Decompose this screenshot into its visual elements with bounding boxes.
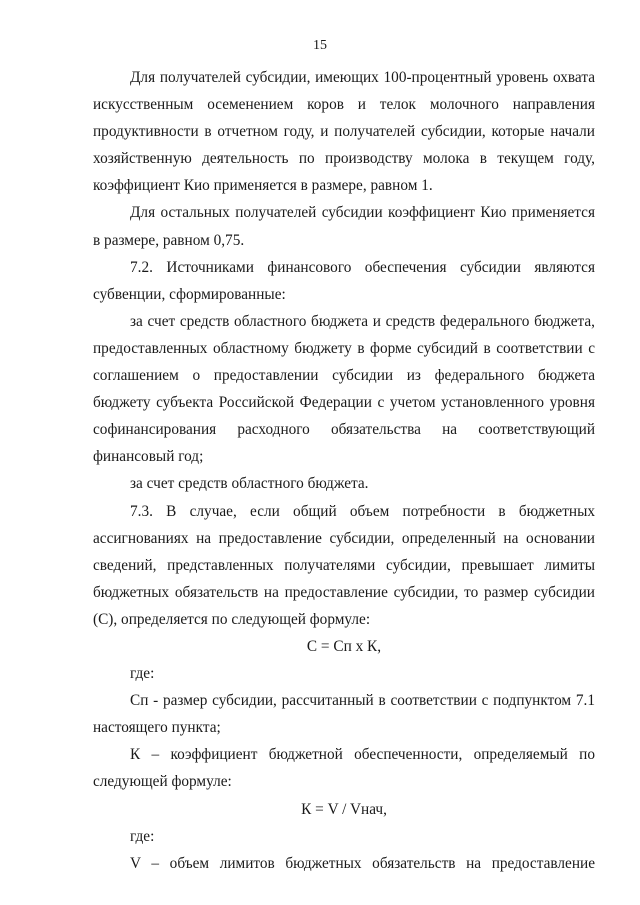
paragraph-definition-v: V – объем лимитов бюджетных обязательств на предоставление [130, 854, 595, 872]
paragraph-funding-federal: за счет средств областного бюджета и средств федерального бюджета, предоставленных областному бюджету в форме субсидий в соответствии с соглашением о предоставлении субсидии из федерального бюджета бюджету субъекта Российской Федерации с учетом установленного уровня софинансирования расходного обязательства на соответствующий финансовый год; [93, 312, 595, 466]
formula-coefficient: К = V / Vнач, [301, 800, 387, 818]
paragraph-coefficient-full: Для получателей субсидии, имеющих 100-процентный уровень охвата искусственным осеменением коров и телок молочного направления продуктивности в отчетном году, и получателей субсидии, которые начали хозяйственную деятельность по производству молока в текущем году, коэффициент Кио применяется в размере, равном 1. [93, 69, 595, 195]
paragraph-definition-sp: Сп - размер субсидии, рассчитанный в соответствии с подпунктом 7.1 настоящего пункта; [93, 692, 595, 737]
paragraph-funding-regional: за счет средств областного бюджета. [130, 475, 369, 493]
page-number: 15 [313, 38, 327, 53]
where-label: где: [130, 665, 155, 683]
paragraph-definition-k: К – коэффициент бюджетной обеспеченности, определяемый по следующей формуле: [93, 746, 595, 791]
paragraph-coefficient-other: Для остальных получателей субсидии коэффициент Кио применяется в размере, равном 0,75. [93, 204, 595, 249]
where-label: где: [130, 827, 155, 845]
paragraph-7-3: 7.3. В случае, если общий объем потребности в бюджетных ассигнованиях на предоставление субсидии, определенный на основании сведений, представленных получателями субсидии, превышает лимиты бюджетных обязательств на предоставление субсидии, то размер субсидии (С), определяется по следующей формуле: [93, 502, 595, 628]
formula-subsidy: С = Сп х К, [306, 637, 382, 655]
paragraph-7-2: 7.2. Источниками финансового обеспечения субсидии являются субвенции, сформированные: [93, 258, 595, 303]
document-body [93, 64, 595, 877]
